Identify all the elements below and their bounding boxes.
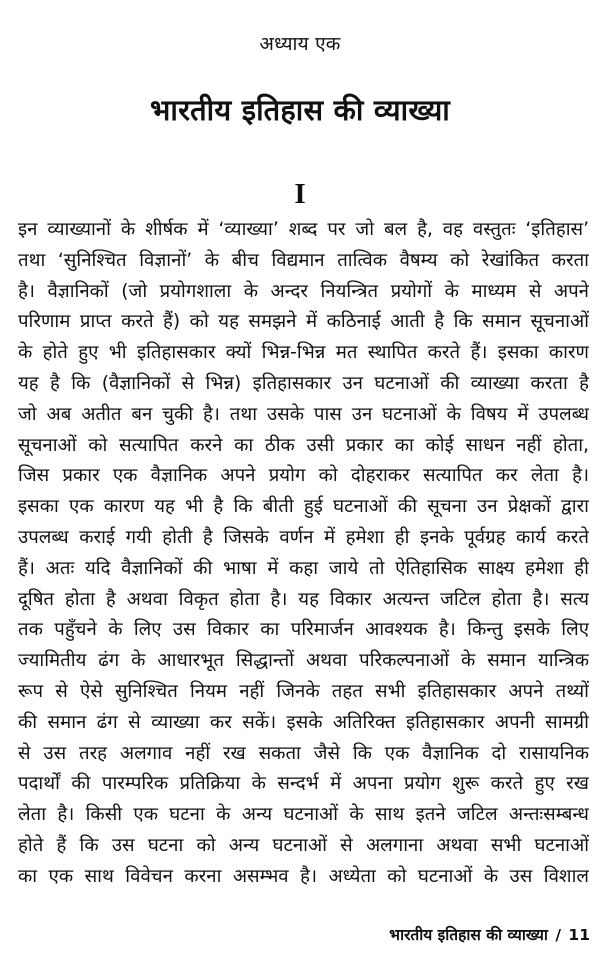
body-line: होते हैं कि उस घटना को अन्य घटनाओं से अलगाना अथवा सभी घटनाओं: [18, 834, 589, 856]
body-line: इसका एक कारण यह भी है कि बीती हुई घटनाओं की सूचना उन प्रेक्षकों द्वारा: [18, 496, 589, 518]
body-paragraph: [18, 215, 589, 893]
body-line: पदार्थों की पारम्परिक प्रतिक्रिया के सन्दर्भ में अपना प्रयोग शुरू करते हुए रख: [18, 773, 589, 795]
body-line: तथा ‘सुनिश्चित विज्ञानों’ के बीच विद्यमान तात्विक वैषम्य को रेखांकित करता: [18, 249, 589, 271]
running-title: भारतीय इतिहास की व्याख्या: [389, 926, 548, 944]
chapter-title: भारतीय इतिहास की व्याख्या: [149, 93, 451, 127]
body-line: लेता है। किसी एक घटना के अन्य घटनाओं के साथ इतने जटिल अन्तःसम्बन्ध: [18, 804, 589, 826]
page-number: 11: [568, 926, 590, 944]
body-line: जो अब अतीत बन चुकी है। तथा उसके पास उन घटनाओं के विषय में उपलब्ध: [18, 403, 589, 425]
body-line: यह है कि (वैज्ञानिकों से भिन्न) इतिहासकार उन घटनाओं की व्याख्या करता है: [18, 372, 589, 394]
body-line: से उस तरह अलगाव नहीं रख सकता जैसे कि एक वैज्ञानिक दो रासायनिक: [18, 742, 589, 764]
body-line: का एक साथ विवेचन करना असम्भव है। अध्येता को घटनाओं के उस विशाल: [18, 865, 589, 887]
section-number: I: [294, 178, 306, 210]
body-line: जिस प्रकार एक वैज्ञानिक अपने प्रयोग को दोहराकर सत्यापित कर लेता है।: [18, 465, 589, 487]
body-line: के होते हुए भी इतिहासकार क्यों भिन्न-भिन्न मत स्थापित करते हैं। इसका कारण: [18, 342, 589, 364]
body-line: तक पहुँचने के लिए उस विकार का परिमार्जन आवश्यक है। किन्तु इसके लिए: [18, 619, 589, 641]
body-line: की समान ढंग से व्याख्या कर सकें। इसके अतिरिक्त इतिहासकार अपनी सामग्री: [18, 711, 589, 733]
body-line: परिणाम प्राप्त करते हैं) को यह समझने में कठिनाई आती है कि समान सूचनाओं: [18, 311, 589, 333]
body-line: हैं। अतः यदि वैज्ञानिकों की भाषा में कहा जाये तो ऐतिहासिक साक्ष्य हमेशा ही: [18, 557, 589, 579]
chapter-label: अध्याय एक: [259, 33, 341, 55]
body-line: दूषित होता है अथवा विकृत होता है। यह विकार अत्यन्त जटिल होता है। सत्य: [18, 588, 589, 610]
page-footer: [270, 924, 590, 946]
body-line: सूचनाओं को सत्यापित करने का ठीक उसी प्रकार का कोई साधन नहीं होता,: [18, 434, 589, 456]
body-line: रूप से ऐसे सुनिश्चित नियम नहीं जिनके तहत सभी इतिहासकार अपने तथ्यों: [18, 680, 589, 702]
body-line: ज्यामितीय ढंग के आधारभूत सिद्धान्तों अथवा परिकल्पनाओं के समान यान्त्रिक: [18, 650, 589, 672]
footer-separator: /: [555, 926, 562, 944]
body-line: उपलब्ध कराई गयी होती है जिसके वर्णन में हमेशा ही इनके पूर्वग्रह कार्य करते: [18, 526, 589, 548]
body-line: है। वैज्ञानिकों (जो प्रयोगशाला के अन्दर नियन्त्रित प्रयोगों के माध्यम से अपने: [18, 280, 589, 302]
body-line: इन व्याख्यानों के शीर्षक में ‘व्याख्या’ शब्द पर जो बल है, वह वस्तुतः ‘इतिहास’: [18, 219, 589, 240]
